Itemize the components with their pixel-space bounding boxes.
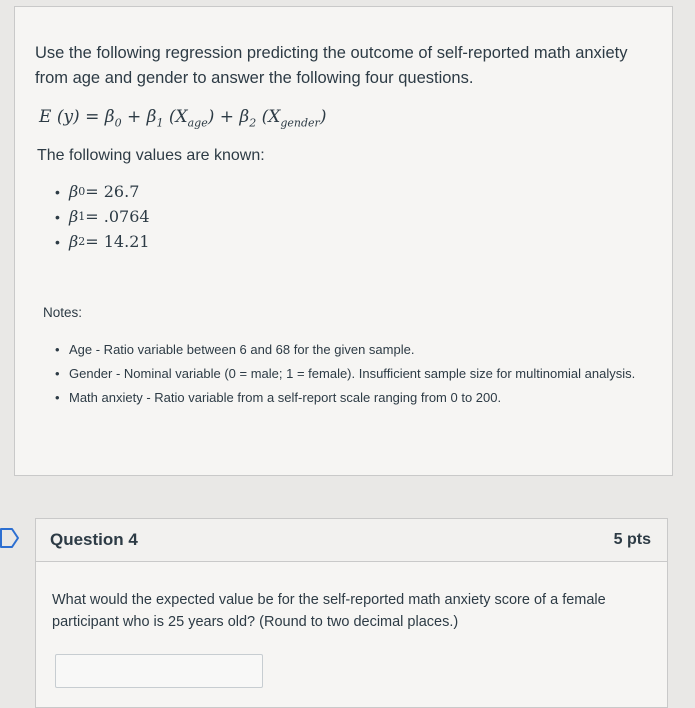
list-item: • Gender - Nominal variable (0 = male; 1 = female). Insufficient sample size for multinomial analysis.	[55, 365, 636, 381]
bullet-icon: •	[55, 341, 60, 357]
list-item: • β 0 = 26.7	[55, 182, 140, 201]
question-text: What would the expected value be for the self-reported math anxiety score of a female participant who is 25 years old? (Round to two decimal places.)	[52, 592, 606, 630]
regression-equation: E $(y) = \beta_0 + \beta_1$ $(X_{age}) + \beta_2$ $(X_{gender})$	[39, 107, 327, 130]
list-item: • Math anxiety - Ratio variable from a self-report scale ranging from 0 to 200.	[55, 389, 502, 405]
list-item: • β 2 = 14.21	[55, 232, 150, 251]
notes-list	[55, 337, 635, 409]
known-values-list	[55, 179, 150, 254]
list-item: • β 1 = .0764	[55, 207, 150, 226]
question-title: Question 4	[50, 530, 138, 549]
bullet-icon: •	[55, 365, 60, 381]
bullet-icon: •	[55, 389, 60, 405]
notes-title: Notes:	[43, 305, 83, 320]
question-header	[36, 519, 667, 562]
bullet-icon: •	[55, 208, 60, 225]
list-item: • Age - Ratio variable between 6 and 68 for the given sample.	[55, 341, 415, 357]
answer-input[interactable]	[55, 654, 263, 688]
bullet-icon: •	[55, 233, 60, 250]
question-context-panel	[14, 6, 673, 476]
question-card	[35, 518, 668, 708]
known-values-label: The following values are known:	[37, 147, 265, 164]
bookmark-flag-icon[interactable]	[0, 527, 20, 549]
question-points: 5 pts	[613, 531, 651, 548]
intro-text: Use the following regression predicting the outcome of self-reported math anxiety from age and gender to answer the following four questions.	[35, 44, 628, 87]
bullet-icon: •	[55, 183, 60, 200]
